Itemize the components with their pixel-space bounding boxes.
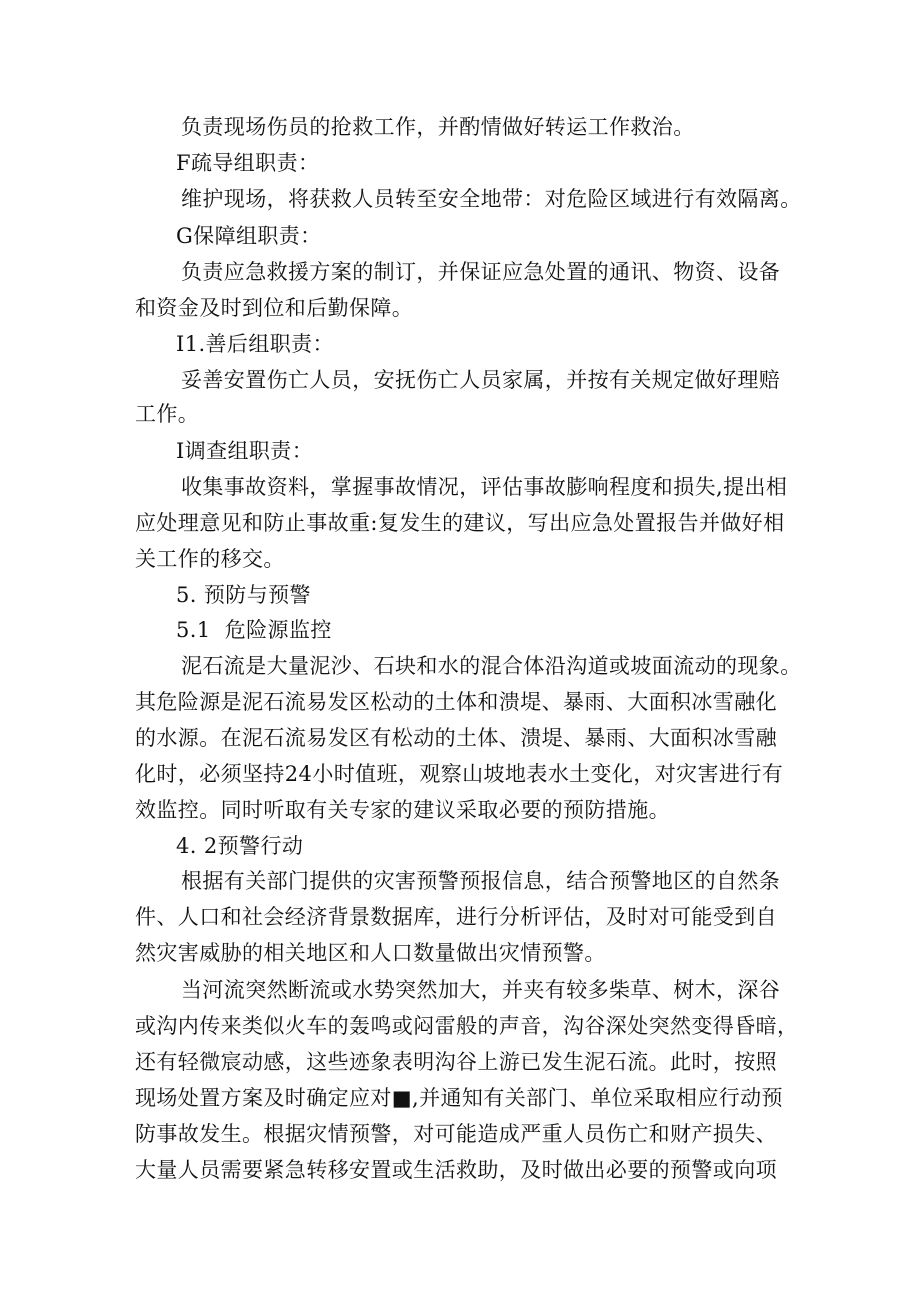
- text-line: 工作。: [135, 402, 200, 426]
- text-line: 其危险源是泥石流易发区松动的土体和溃堤、暴雨、大面积冰雪融化: [135, 690, 777, 714]
- text-line: 和资金及时到位和后勤保障。: [135, 296, 414, 320]
- text-line: 防事故发生。根据灾情预警，对可能造成严重人员伤亡和财产损失、: [135, 1122, 777, 1146]
- text-line: 负责现场伤员的抢救工作，并酌情做好转运工作救治。: [181, 115, 695, 139]
- text-line: 根据有关部门提供的灾害预警预报信息，结合预警地区的自然条: [181, 869, 781, 893]
- text-line: 现场处置方案及时确定应对■,并通知有关部门、单位采取相应行动预: [135, 1086, 783, 1110]
- text-line: 负责应急救援方案的制订，并保证应急处置的通讯、物资、设备: [181, 260, 781, 284]
- text-line: 大量人员需要紧急转移安置或生活救助，及时做出必要的预警或向项: [135, 1158, 777, 1182]
- section-heading: G保障组职责：: [176, 224, 322, 248]
- text-line: 妥善安置伤亡人员，安抚伤亡人员家属，并按有关规定做好理赔: [181, 368, 781, 392]
- text-line: 件、人口和社会经济背景数据库，进行分析评估，及时对可能受到自: [135, 905, 777, 929]
- text-line: 的水源。在泥石流易发区有松动的土体、溃堤、暴雨、大面积冰雪融: [135, 726, 777, 750]
- text-line: 应处理意见和防止事故重:复发生的建议，写出应急处置报告并做好相: [135, 511, 785, 535]
- text-line: 关工作的移交。: [135, 547, 285, 571]
- text-line: 收集事故资料，掌握事故情况，评估事故膨响程度和损失,提出相: [181, 475, 788, 499]
- section-heading: 5. 预防与预警: [176, 583, 311, 607]
- text-line: 化时，必须坚持24小时值班，观察山坡地表水土变化，对灾害进行有: [135, 762, 784, 786]
- section-heading: F疏导组职责：: [176, 151, 320, 175]
- text-line: 还有轻微宸动感，这些迹象表明沟谷上游已发生泥石流。此时，按照: [135, 1050, 777, 1074]
- section-heading: I调查组职责：: [176, 439, 314, 463]
- text-line: 然灾害威胁的相关地区和人口数量做出灾情预警。: [135, 941, 606, 965]
- text-line: 效监控。同时听取有关专家的建议采取必要的预防措施。: [135, 798, 670, 822]
- text-line: 维护现场，将获救人员转至安全地带：对危险区域进行有效隔离。: [181, 187, 802, 211]
- section-heading: 5.1 危险源监控: [176, 618, 332, 642]
- section-heading: I1.善后组职责：: [176, 332, 334, 356]
- text-line: 当河流突然断流或水势突然加大，并夹有较多柴草、树木，深谷: [181, 978, 781, 1002]
- text-line: 泥石流是大量泥沙、石块和水的混合体沿沟道或坡面流动的现象。: [181, 654, 802, 678]
- text-line: 或沟内传来类似火车的轰鸣或闷雷般的声音，沟谷深处突然变得昏暗，: [135, 1014, 799, 1038]
- section-heading: 4. 2预警行动: [176, 834, 304, 858]
